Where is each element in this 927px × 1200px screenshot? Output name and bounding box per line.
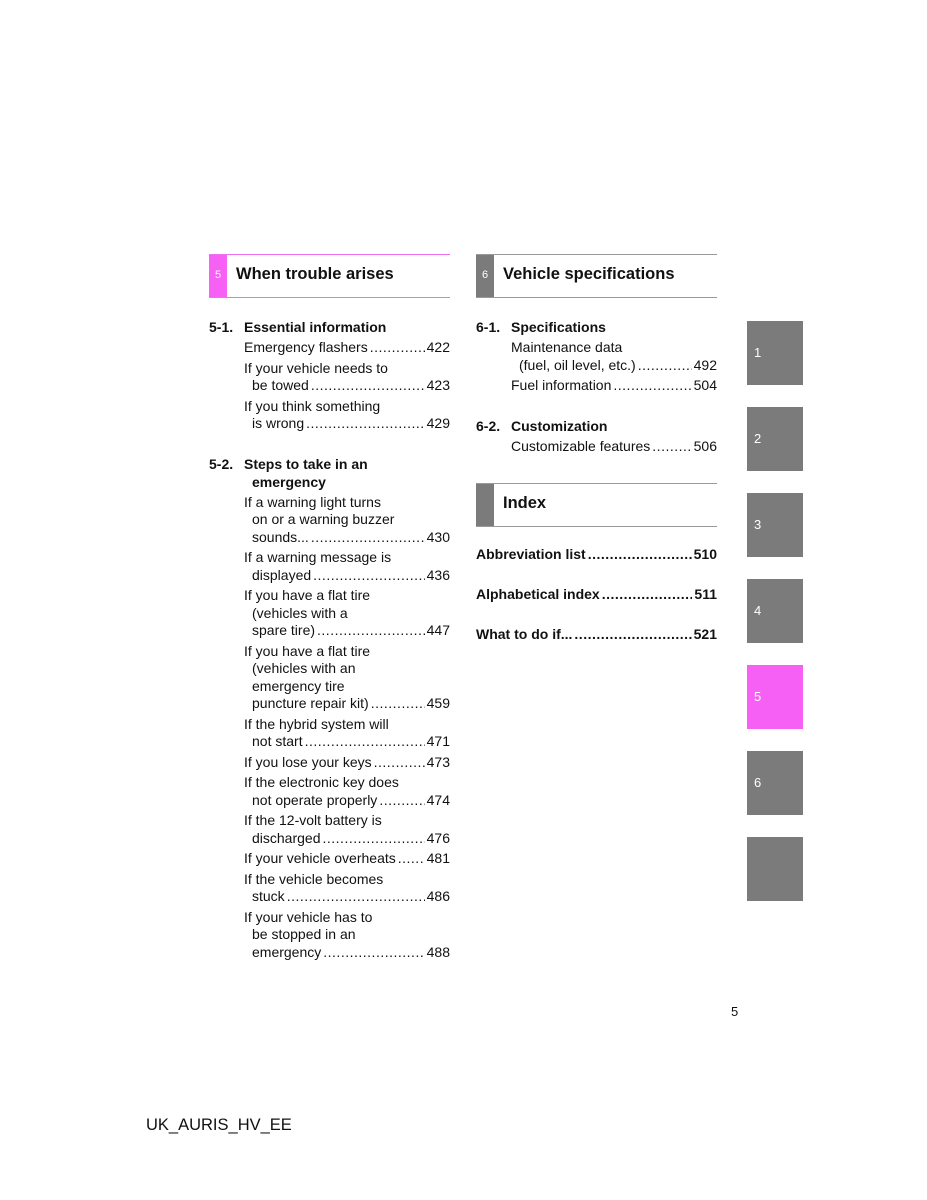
toc-entry-text: (vehicles with an bbox=[252, 660, 356, 676]
dot-leader bbox=[313, 567, 424, 585]
toc-entry-text: sounds... bbox=[252, 528, 309, 545]
section-number-badge: 5 bbox=[209, 255, 227, 297]
chapter-tab[interactable] bbox=[747, 665, 803, 729]
toc-page-number: 429 bbox=[426, 415, 450, 431]
toc-entry[interactable] bbox=[244, 754, 450, 772]
toc-entry-text: If a warning message is bbox=[244, 549, 392, 565]
toc-column-right bbox=[476, 254, 717, 665]
chapter-tab-label: 4 bbox=[754, 603, 762, 618]
dot-leader bbox=[574, 625, 691, 643]
toc-entry-text: Fuel information bbox=[511, 377, 612, 393]
toc-entry-text: (vehicles with a bbox=[252, 604, 348, 621]
toc-page-number: 504 bbox=[693, 377, 717, 393]
subsection-title: Essential information bbox=[244, 319, 387, 335]
toc-entry[interactable] bbox=[244, 360, 450, 395]
toc-entry[interactable] bbox=[244, 909, 450, 962]
toc-entry-text: If you have a flat tire bbox=[244, 642, 371, 659]
toc-entry-text: displayed bbox=[252, 566, 312, 583]
index-page-number: 510 bbox=[693, 546, 717, 562]
toc-entry[interactable] bbox=[244, 774, 450, 809]
toc-page-number: 430 bbox=[426, 528, 450, 545]
index-title: Index bbox=[503, 494, 547, 512]
toc-page-number: 436 bbox=[426, 566, 450, 583]
toc-entry[interactable] bbox=[244, 398, 450, 433]
toc-entry-text: not operate properly bbox=[252, 791, 378, 808]
index-entry-label: Alphabetical index bbox=[476, 586, 600, 602]
dot-leader bbox=[311, 529, 425, 547]
index-entry-label: Abbreviation list bbox=[476, 546, 586, 562]
toc-entry-text: Maintenance data bbox=[511, 339, 623, 355]
toc-entry-text: not start bbox=[252, 733, 303, 749]
dot-leader bbox=[317, 622, 425, 640]
toc-entry-text: If you think something bbox=[244, 397, 381, 414]
subsection-heading[interactable] bbox=[476, 318, 717, 336]
chapter-tab[interactable] bbox=[747, 321, 803, 385]
toc-column-left bbox=[209, 254, 450, 961]
chapter-tab-label: 6 bbox=[754, 775, 762, 790]
toc-entry-text: If your vehicle has to bbox=[244, 908, 373, 925]
toc-entry-text: If the hybrid system will bbox=[244, 715, 389, 732]
chapter-tab-label: 5 bbox=[754, 689, 762, 704]
toc-page-number: 422 bbox=[426, 339, 450, 355]
toc-entry-text: If the 12-volt battery is bbox=[244, 812, 382, 828]
index-page-number: 521 bbox=[693, 626, 717, 642]
index-badge bbox=[476, 484, 494, 526]
toc-entry-text: Emergency flashers bbox=[244, 339, 368, 355]
toc-page-number: 474 bbox=[426, 791, 450, 808]
toc-entry-text: be stopped in an bbox=[252, 926, 356, 942]
toc-entry[interactable] bbox=[511, 377, 717, 395]
toc-entry-text: If you lose your keys bbox=[244, 753, 372, 770]
toc-entry[interactable] bbox=[244, 850, 450, 868]
section-header-5 bbox=[209, 254, 450, 298]
index-entry[interactable] bbox=[476, 625, 717, 643]
toc-page-number: 488 bbox=[426, 943, 450, 960]
chapter-tab-label: 3 bbox=[754, 517, 762, 532]
dot-leader bbox=[398, 850, 425, 868]
toc-entry-text: stuck bbox=[252, 888, 285, 904]
dot-leader bbox=[311, 377, 425, 395]
subsection-number: 6-1. bbox=[476, 319, 501, 335]
toc-page-number: 459 bbox=[426, 695, 450, 711]
subsection-heading[interactable] bbox=[209, 455, 450, 491]
toc-entry[interactable] bbox=[244, 643, 450, 713]
chapter-tab[interactable] bbox=[747, 407, 803, 471]
toc-entry-text: puncture repair kit) bbox=[252, 695, 369, 711]
toc-entry-text: (fuel, oil level, etc.) bbox=[519, 356, 636, 373]
toc-entry-text: If your vehicle overheats bbox=[244, 850, 396, 866]
toc-entry[interactable] bbox=[244, 494, 450, 547]
toc-entry[interactable] bbox=[244, 716, 450, 751]
toc-entry-text: If a warning light turns bbox=[244, 493, 381, 510]
toc-entry[interactable] bbox=[511, 438, 717, 456]
toc-entry-text: spare tire) bbox=[252, 622, 316, 638]
subsection-heading[interactable] bbox=[476, 417, 717, 435]
chapter-tab[interactable] bbox=[747, 837, 803, 901]
dot-leader bbox=[370, 339, 425, 357]
toc-entry[interactable] bbox=[244, 587, 450, 640]
subsection-title: Specifications bbox=[511, 319, 606, 335]
index-entry-label: What to do if... bbox=[476, 626, 573, 642]
dot-leader bbox=[306, 415, 425, 433]
toc-page-number: 423 bbox=[426, 377, 450, 393]
chapter-tab-label: 2 bbox=[754, 431, 762, 446]
toc-entry-text: discharged bbox=[252, 829, 321, 846]
toc-entry[interactable] bbox=[511, 339, 717, 374]
subsection-heading[interactable] bbox=[209, 318, 450, 336]
index-header bbox=[476, 483, 717, 527]
subsection-number: 6-2. bbox=[476, 417, 501, 434]
toc-entry-text: emergency bbox=[252, 943, 322, 960]
toc-entry-text: If your vehicle needs to bbox=[244, 359, 388, 376]
toc-entry-text: If the vehicle becomes bbox=[244, 870, 384, 887]
toc-entry[interactable] bbox=[244, 871, 450, 906]
section-header-6 bbox=[476, 254, 717, 298]
toc-entry-text: emergency tire bbox=[252, 677, 345, 694]
toc-entry[interactable] bbox=[244, 812, 450, 847]
dot-leader bbox=[652, 438, 691, 456]
toc-page-number: 447 bbox=[426, 622, 450, 638]
subsection-title: Customization bbox=[511, 417, 608, 434]
index-entry[interactable] bbox=[476, 585, 717, 603]
dot-leader bbox=[323, 830, 425, 848]
toc-entry[interactable] bbox=[244, 339, 450, 357]
subsection-number: 5-2. bbox=[209, 455, 234, 472]
dot-leader bbox=[371, 695, 425, 713]
toc-entry-text: be towed bbox=[252, 377, 309, 393]
toc-page-number: 492 bbox=[693, 356, 717, 373]
dot-leader bbox=[374, 754, 425, 772]
subsection-title: Steps to take in an emergency bbox=[244, 455, 368, 490]
dot-leader bbox=[602, 585, 693, 603]
toc-entry-text: If the electronic key does bbox=[244, 774, 399, 790]
toc-page-number: 486 bbox=[426, 888, 450, 904]
chapter-tab[interactable] bbox=[747, 751, 803, 815]
toc-entry[interactable] bbox=[244, 549, 450, 584]
toc-page-number: 471 bbox=[426, 733, 450, 749]
section-number-badge: 6 bbox=[476, 255, 494, 297]
page-number: 5 bbox=[731, 1004, 739, 1019]
document-code: UK_AURIS_HV_EE bbox=[146, 1116, 292, 1134]
chapter-tab-label: 1 bbox=[754, 345, 762, 360]
dot-leader bbox=[323, 944, 424, 962]
toc-entry-text: If you have a flat tire bbox=[244, 587, 371, 603]
section-title: When trouble arises bbox=[236, 265, 394, 283]
dot-leader bbox=[305, 733, 425, 751]
subsection-number: 5-1. bbox=[209, 319, 234, 335]
toc-page-number: 506 bbox=[693, 437, 717, 454]
toc-entry-text: on or a warning buzzer bbox=[252, 511, 395, 527]
index-page-number: 511 bbox=[694, 586, 717, 602]
chapter-tab[interactable] bbox=[747, 579, 803, 643]
section-title: Vehicle specifications bbox=[503, 265, 675, 283]
dot-leader bbox=[287, 888, 425, 906]
toc-page-number: 481 bbox=[426, 850, 450, 866]
dot-leader bbox=[588, 545, 692, 563]
toc-page-number: 473 bbox=[426, 753, 450, 770]
dot-leader bbox=[638, 357, 692, 375]
chapter-tab[interactable] bbox=[747, 493, 803, 557]
dot-leader bbox=[613, 377, 691, 395]
dot-leader bbox=[379, 792, 424, 810]
toc-entry-text: Customizable features bbox=[511, 437, 651, 454]
index-entry[interactable] bbox=[476, 545, 717, 563]
toc-entry-text: is wrong bbox=[252, 415, 305, 431]
toc-page-number: 476 bbox=[426, 829, 450, 846]
